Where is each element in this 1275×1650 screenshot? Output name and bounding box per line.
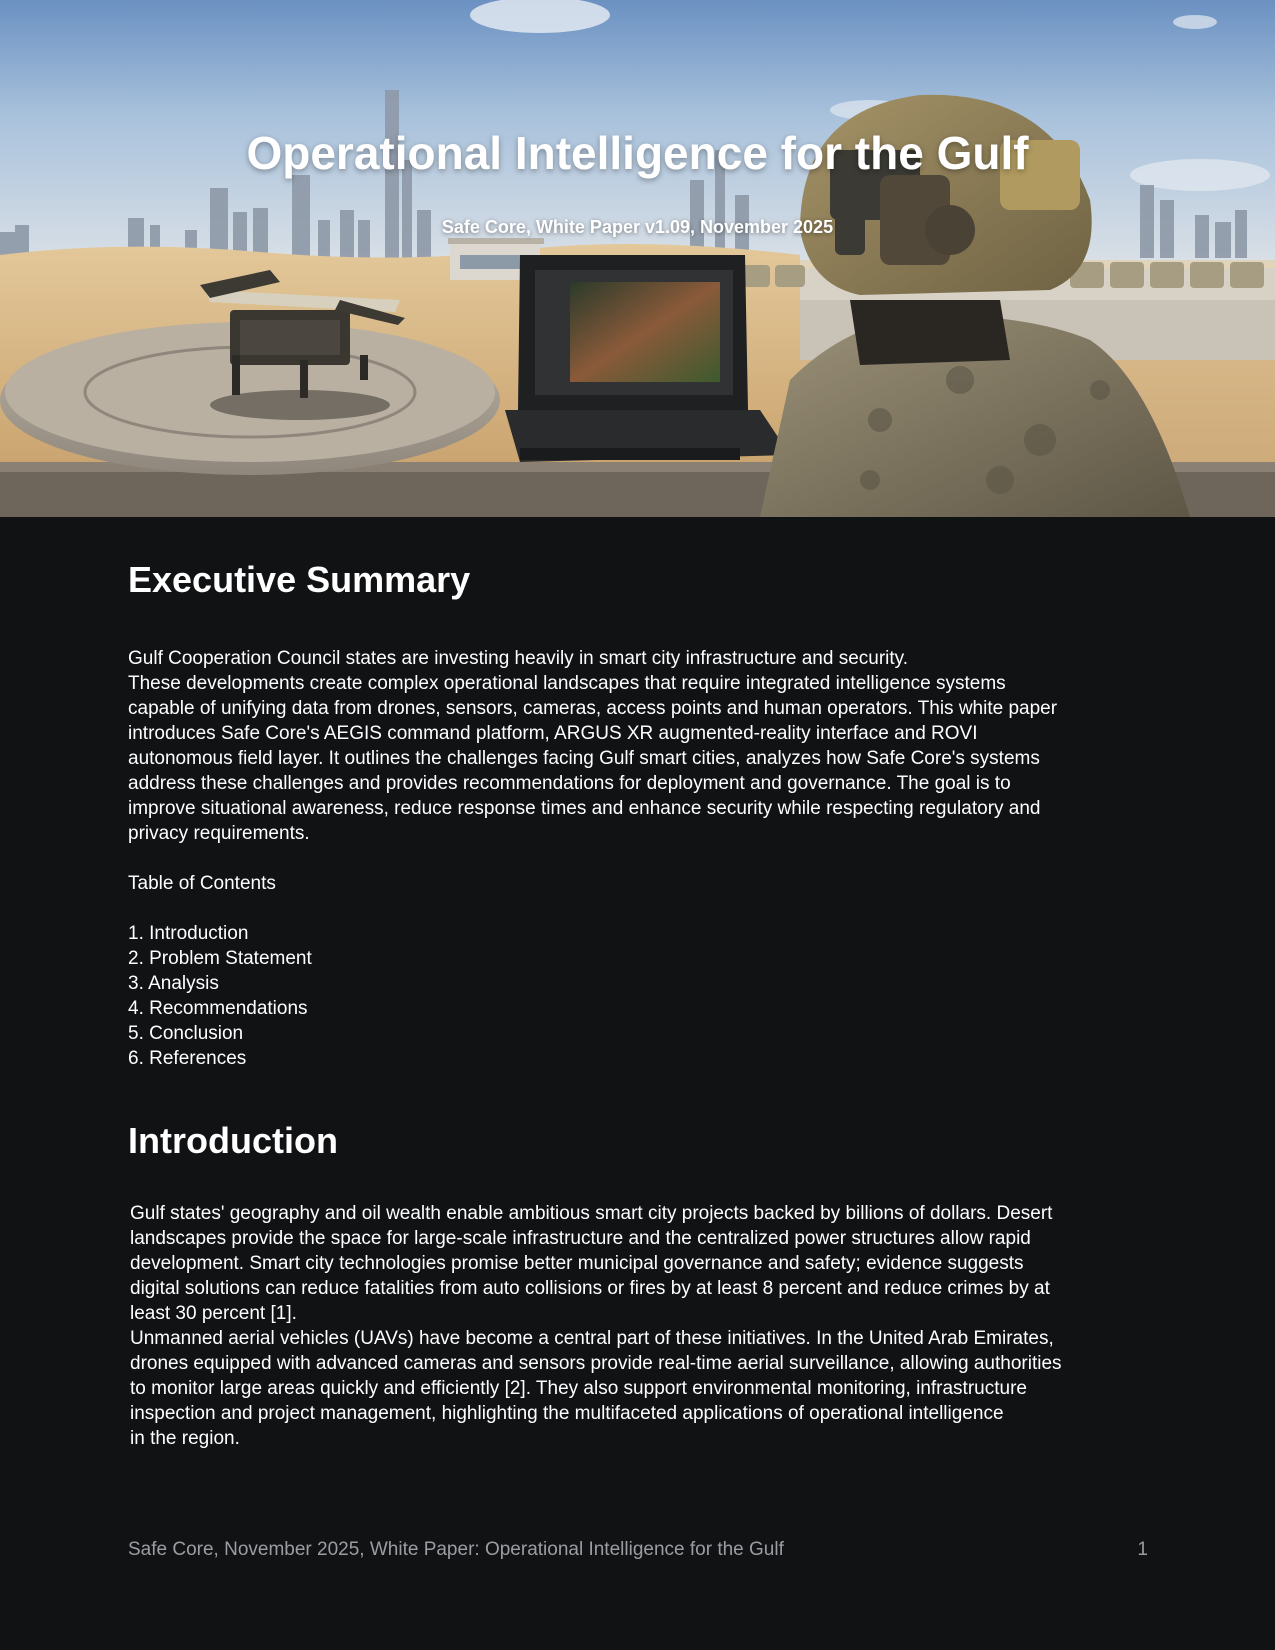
intro-line: landscapes provide the space for large-scale infrastructure and the centralized power structures allow rapid	[130, 1228, 1031, 1249]
toc-item-references[interactable]: 6. References	[128, 1048, 247, 1069]
introduction-body	[128, 1201, 1158, 1451]
toc-list	[128, 921, 1158, 1071]
document-title: Operational Intelligence for the Gulf	[246, 127, 1029, 179]
toc-item-analysis[interactable]: 3. Analysis	[128, 973, 219, 994]
executive-summary-heading: Executive Summary	[128, 559, 471, 600]
toc-item-conclusion[interactable]: 5. Conclusion	[128, 1023, 244, 1044]
toc-item-recommendations[interactable]: 4. Recommendations	[128, 998, 308, 1019]
hero-photo	[0, 0, 1275, 517]
page-number: 1	[1137, 1539, 1148, 1560]
summary-line: These developments create complex operational landscapes that require integrated intelligence systems	[128, 673, 1006, 694]
intro-line: to monitor large areas quickly and efficiently [2]. They also support environmental monitoring, infrastructure	[130, 1378, 1027, 1399]
intro-line: digital solutions can reduce fatalities from auto collisions or fires by at least 8 percent and reduce crimes by at	[130, 1278, 1050, 1299]
intro-line: Gulf states' geography and oil wealth enable ambitious smart city projects backed by billions of dollars. Desert	[130, 1203, 1053, 1224]
summary-line: introduces Safe Core's AEGIS command platform, ARGUS XR augmented-reality interface and ROVI	[128, 723, 978, 744]
intro-line: least 30 percent [1].	[130, 1303, 297, 1324]
toc-title: Table of Contents	[128, 873, 276, 894]
intro-line: inspection and project management, highlighting the multifaceted applications of operational intelligence	[130, 1403, 1004, 1424]
document-subtitle: Safe Core, White Paper v1.09, November 2025	[441, 217, 834, 237]
main-content	[128, 556, 1158, 1451]
toc-item-introduction[interactable]: 1. Introduction	[128, 923, 249, 944]
introduction-heading: Introduction	[128, 1120, 338, 1161]
summary-line: address these challenges and provides recommendations for deployment and governance. The goal is to	[128, 773, 1011, 794]
summary-line: improve situational awareness, reduce response times and enhance security while respecting regulatory and	[128, 798, 1041, 819]
intro-line: development. Smart city technologies promise better municipal governance and safety; evidence suggests	[130, 1253, 1024, 1274]
executive-summary-body	[128, 646, 1158, 846]
summary-line: Gulf Cooperation Council states are investing heavily in smart city infrastructure and security.	[128, 648, 909, 669]
intro-line: in the region.	[130, 1428, 240, 1449]
footer-text: Safe Core, November 2025, White Paper: Operational Intelligence for the Gulf	[128, 1539, 784, 1560]
intro-line: Unmanned aerial vehicles (UAVs) have become a central part of these initiatives. In the United Arab Emirates,	[130, 1328, 1054, 1349]
summary-line: privacy requirements.	[128, 823, 310, 844]
hero-banner	[0, 0, 1275, 517]
page-footer	[128, 1539, 1148, 1561]
summary-line: capable of unifying data from drones, sensors, cameras, access points and human operators. This white paper	[128, 698, 1058, 719]
toc-item-problem-statement[interactable]: 2. Problem Statement	[128, 948, 312, 969]
intro-line: drones equipped with advanced cameras and sensors provide real-time aerial surveillance, allowing authorities	[130, 1353, 1062, 1374]
summary-line: autonomous field layer. It outlines the challenges facing Gulf smart cities, analyzes how Safe Core's systems	[128, 748, 1040, 769]
